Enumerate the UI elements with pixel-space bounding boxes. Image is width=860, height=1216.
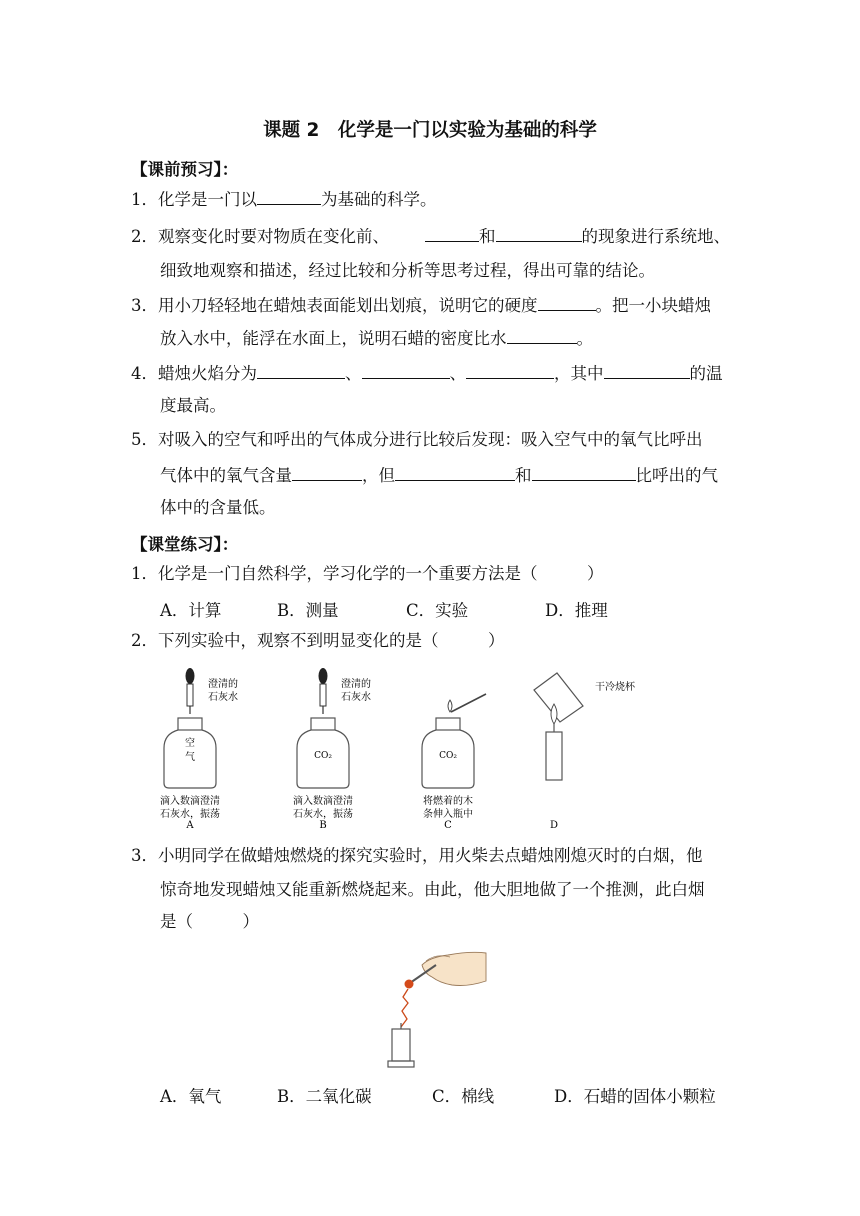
dropper-icon bbox=[319, 668, 328, 714]
answer-blank[interactable] bbox=[425, 225, 479, 242]
candle-relight-figure bbox=[370, 935, 500, 1075]
answer-blank[interactable] bbox=[257, 362, 345, 379]
burning-splint-icon bbox=[448, 694, 486, 712]
svg-text:CO₂: CO₂ bbox=[439, 751, 457, 761]
svg-text:将燃着的木: 将燃着的木 bbox=[423, 796, 473, 807]
answer-blank[interactable] bbox=[538, 294, 596, 311]
practice-question-3-cont-2: 是（ ） bbox=[160, 912, 259, 931]
candle-icon bbox=[546, 704, 562, 780]
practice-question-1: 1．化学是一门自然科学，学习化学的一个重要方法是（ ） bbox=[131, 564, 604, 583]
preview-question-4: 4．蜡烛火焰分为 、 、 ，其中 的温 bbox=[131, 364, 723, 383]
preview-question-5-cont-2: 体中的含量低。 bbox=[160, 498, 276, 517]
preview-question-2: 2．观察变化时要对物质在变化前、 和 的现象进行系统地、 bbox=[131, 227, 730, 246]
practice-question-3: 3．小明同学在做蜡烛燃烧的探究实验时，用火柴去点蜡烛刚熄灭时的白烟，他 bbox=[131, 846, 703, 865]
answer-blank[interactable] bbox=[507, 327, 577, 344]
practice-q3-option-d[interactable]: D．石蜡的固体小颗粒 bbox=[554, 1087, 716, 1106]
answer-blank[interactable] bbox=[257, 188, 321, 205]
svg-text:CO₂: CO₂ bbox=[314, 751, 332, 761]
practice-q1-option-d[interactable]: D．推理 bbox=[545, 601, 608, 620]
practice-q1-option-a[interactable]: A．计算 bbox=[160, 601, 222, 620]
preview-question-3-cont: 放入水中，能浮在水面上，说明石蜡的密度比水 。 bbox=[160, 329, 593, 348]
practice-q3-option-a[interactable]: A．氧气 bbox=[160, 1087, 222, 1106]
practice-question-2: 2．下列实验中，观察不到明显变化的是（ ） bbox=[131, 631, 505, 650]
svg-text:滴入数滴澄清: 滴入数滴澄清 bbox=[160, 796, 220, 807]
svg-text:C: C bbox=[444, 820, 452, 830]
candle-icon bbox=[388, 1023, 414, 1067]
svg-text:B: B bbox=[319, 820, 327, 830]
answer-blank[interactable] bbox=[362, 362, 450, 379]
preview-question-2-cont: 细致地观察和描述，经过比较和分析等思考过程，得出可靠的结论。 bbox=[160, 261, 655, 280]
preview-question-1: 1．化学是一门以 为基础的科学。 bbox=[131, 190, 437, 209]
answer-blank[interactable] bbox=[532, 464, 636, 481]
svg-text:石灰水: 石灰水 bbox=[208, 692, 238, 703]
preview-question-4-cont: 度最高。 bbox=[160, 396, 226, 415]
answer-blank[interactable] bbox=[292, 464, 362, 481]
practice-q1-option-b[interactable]: B．测量 bbox=[277, 601, 339, 620]
preview-question-5: 5．对吸入的空气和呼出的气体成分进行比较后发现：吸入空气中的氧气比呼出 bbox=[131, 430, 703, 449]
practice-question-3-cont: 惊奇地发现蜡烛又能重新燃烧起来。由此，他大胆地做了一个推测，此白烟 bbox=[160, 880, 705, 899]
experiment-figure bbox=[150, 660, 660, 830]
svg-text:澄清的: 澄清的 bbox=[208, 679, 238, 690]
beaker-icon bbox=[534, 673, 583, 722]
svg-text:D: D bbox=[549, 820, 559, 830]
practice-q3-option-b[interactable]: B．二氧化碳 bbox=[277, 1087, 372, 1106]
svg-text:A: A bbox=[186, 820, 194, 830]
practice-heading: 【课堂练习】： bbox=[131, 535, 239, 554]
svg-text:气: 气 bbox=[185, 752, 195, 763]
svg-text:澄清的: 澄清的 bbox=[341, 679, 371, 690]
dropper-icon bbox=[186, 668, 195, 714]
svg-text:石灰水，振荡: 石灰水，振荡 bbox=[160, 809, 220, 820]
preview-heading: 【课前预习】： bbox=[131, 160, 239, 179]
answer-blank[interactable] bbox=[395, 464, 515, 481]
practice-q1-option-c[interactable]: C．实验 bbox=[406, 601, 469, 620]
svg-text:石灰水: 石灰水 bbox=[341, 692, 371, 703]
smoke-icon bbox=[401, 989, 408, 1027]
svg-text:石灰水，振荡: 石灰水，振荡 bbox=[293, 809, 353, 820]
answer-blank[interactable] bbox=[604, 362, 690, 379]
preview-question-3: 3．用小刀轻轻地在蜡烛表面能划出划痕，说明它的硬度 。把一小块蜡烛 bbox=[131, 296, 711, 315]
preview-question-5-cont: 气体中的氧气含量 ，但 和 比呼出的气 bbox=[160, 466, 718, 485]
practice-q3-option-c[interactable]: C．棉线 bbox=[432, 1087, 495, 1106]
page-title: 课题 2 化学是一门以实验为基础的科学 bbox=[263, 120, 597, 141]
svg-text:滴入数滴澄清: 滴入数滴澄清 bbox=[293, 796, 353, 807]
answer-blank[interactable] bbox=[496, 225, 582, 242]
answer-blank[interactable] bbox=[466, 362, 554, 379]
svg-text:干冷烧杯: 干冷烧杯 bbox=[595, 682, 635, 693]
bottle-a-label: 空 bbox=[185, 738, 195, 749]
svg-text:条伸入瓶中: 条伸入瓶中 bbox=[423, 809, 473, 820]
